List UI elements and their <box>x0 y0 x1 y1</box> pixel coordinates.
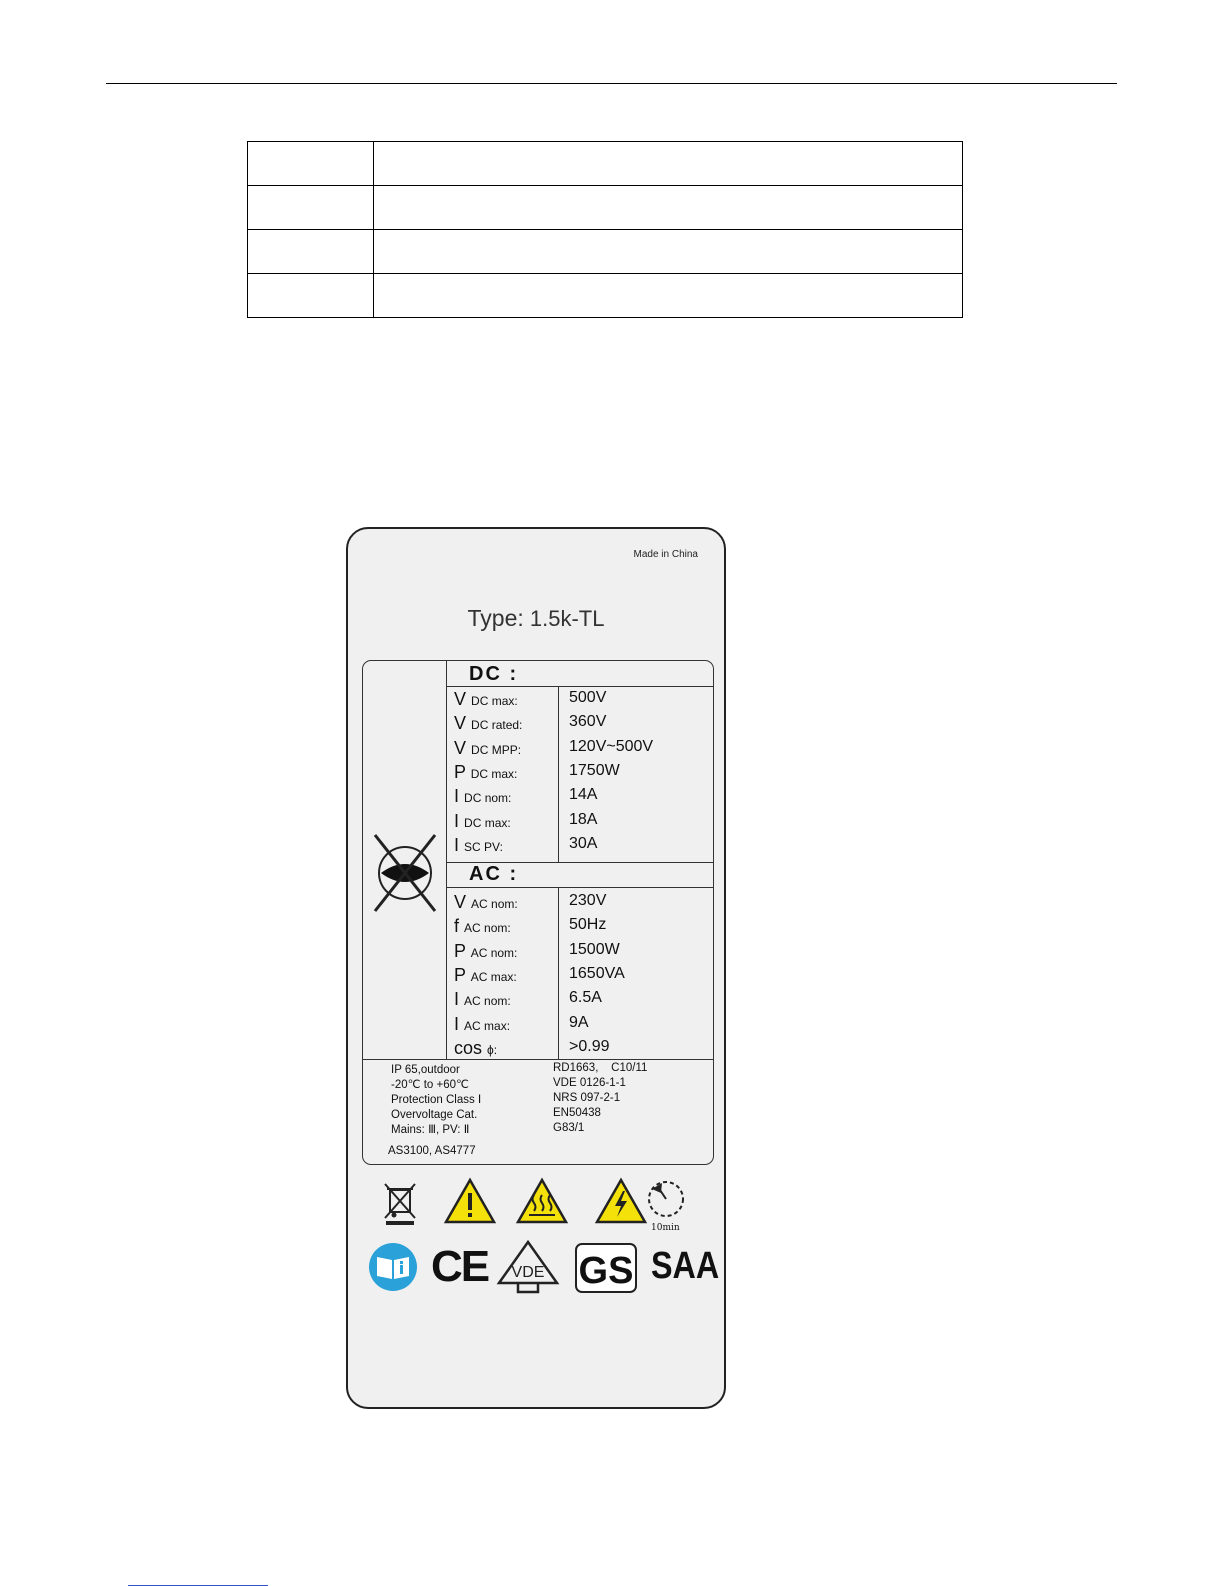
table-row <box>248 186 963 230</box>
spec-symbol: I DC max: <box>454 810 511 831</box>
ac-section-title: AC : <box>469 863 519 885</box>
spec-value: 500V <box>569 689 607 706</box>
spec-value: 50Hz <box>569 916 607 934</box>
ce-mark-icon: CE <box>431 1242 489 1291</box>
dc-spec-row <box>454 713 712 737</box>
dc-section-title: DC : <box>469 663 519 685</box>
spec-value: 1650VA <box>569 964 625 982</box>
spec-symbol: V DC max: <box>454 689 518 709</box>
spec-symbol: V DC rated: <box>454 713 523 734</box>
spec-value: 6.5A <box>569 989 602 1007</box>
gs-mark-icon <box>575 1243 637 1293</box>
column-divider <box>446 661 447 1059</box>
caution-triangle-icon <box>443 1177 497 1225</box>
spec-symbol: P AC max: <box>454 964 517 985</box>
table-row <box>248 274 963 318</box>
type-label: Type: <box>467 605 524 631</box>
spec-value: >0.99 <box>569 1037 610 1055</box>
spec-value: 14A <box>569 786 598 804</box>
spec-symbol: V AC nom: <box>454 892 518 912</box>
spec-symbol: V DC MPP: <box>454 737 522 758</box>
saa-mark-icon: SAA <box>651 1245 720 1287</box>
ac-spec-row <box>454 1014 712 1038</box>
spec-value: 18A <box>569 810 598 828</box>
empty-info-table <box>247 141 963 318</box>
spec-symbol: I DC nom: <box>454 786 512 807</box>
spec-value: 1750W <box>569 761 620 779</box>
made-in-text: Made in China <box>633 549 698 560</box>
standards-as: AS3100, AS4777 <box>388 1145 476 1157</box>
footer-left: IP 65,outdoor -20℃ to +60℃ Protection Class Ⅰ Overvoltage Cat. Mains: Ⅲ, PV: Ⅱ <box>391 1064 482 1136</box>
dc-spec-row <box>454 738 712 762</box>
nameplate-label <box>346 527 726 1409</box>
wait-time-text: 10min <box>651 1223 680 1233</box>
electric-shock-icon <box>594 1177 648 1225</box>
spec-value: 30A <box>569 834 598 852</box>
ac-spec-row <box>454 989 712 1013</box>
table-row <box>248 142 963 186</box>
spec-symbol: P DC max: <box>454 761 518 782</box>
vde-mark-icon <box>496 1239 560 1295</box>
dc-spec-row <box>454 786 712 810</box>
footer-right: RD1663, C10/11 VDE 0126-1-1 NRS 097-2-1 EN50438 G83/1 <box>553 1062 648 1134</box>
spec-box <box>362 660 714 1165</box>
spec-value: 360V <box>569 713 607 731</box>
spec-value: 230V <box>569 892 607 909</box>
dc-spec-row <box>454 835 712 859</box>
dc-spec-row <box>454 762 712 786</box>
spec-symbol: P AC nom: <box>454 940 518 961</box>
spec-value: 1500W <box>569 940 620 958</box>
read-manual-icon <box>367 1241 419 1293</box>
type-value: 1.5k-TL <box>529 606 605 631</box>
wheelie-bin-crossed-icon <box>380 1180 420 1226</box>
ac-spec-row <box>454 916 712 940</box>
ac-spec-row <box>454 1038 712 1062</box>
type-line <box>348 605 724 632</box>
ac-spec-row <box>454 965 712 989</box>
ac-header-rule <box>446 887 713 888</box>
spec-symbol: f AC nom: <box>454 916 511 937</box>
dc-header-rule <box>446 686 713 687</box>
spec-symbol: I AC nom: <box>454 989 511 1010</box>
svg-text:VDE: VDE <box>511 1264 545 1281</box>
header-rule <box>106 83 1117 84</box>
dc-spec-row <box>454 689 712 713</box>
spec-symbol: I SC PV: <box>454 834 503 855</box>
table-row <box>248 230 963 274</box>
spec-value: 9A <box>569 1013 589 1031</box>
ac-spec-row <box>454 941 712 965</box>
svg-text:GS: GS <box>578 1250 634 1292</box>
wait-timer-icon <box>644 1177 688 1221</box>
ac-spec-row <box>454 892 712 916</box>
spec-value: 120V~500V <box>569 737 654 755</box>
hot-surface-icon <box>515 1177 569 1225</box>
spec-symbol: I AC max: <box>454 1013 511 1034</box>
spec-symbol: cos ϕ: <box>454 1037 498 1058</box>
dc-spec-row <box>454 811 712 835</box>
no-fan-icon <box>371 833 439 913</box>
